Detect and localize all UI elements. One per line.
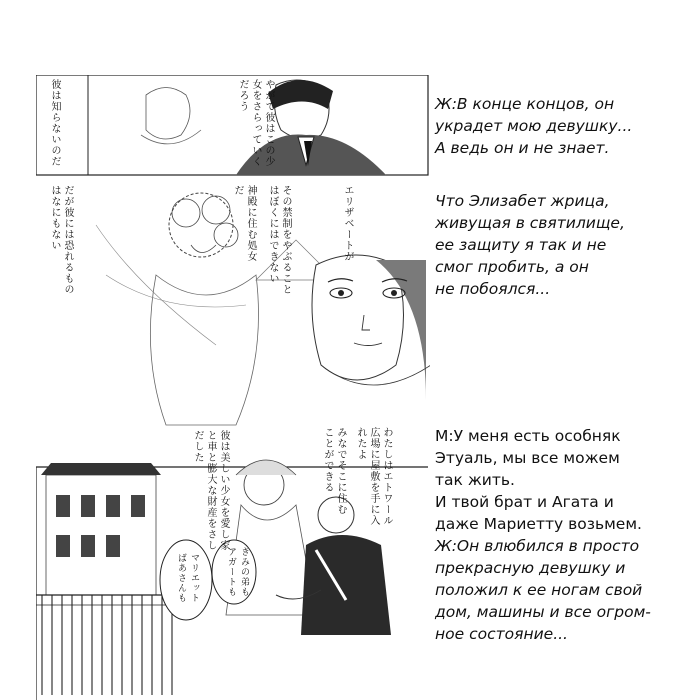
translation-line: Ж:Он влюбился в просто xyxy=(435,537,640,555)
translation-line: так жить. xyxy=(435,471,515,489)
translation-block-3 xyxy=(435,425,697,645)
panel3-text-c: みなでそこに住むことができる xyxy=(322,427,346,515)
translation-line: ное состояние... xyxy=(435,625,568,643)
manga-artwork xyxy=(36,75,430,700)
translation-line: положил к ее ногам свой xyxy=(435,581,643,599)
translation-line: не побоялся... xyxy=(435,280,551,298)
panel2-text-b: 神殿に住む処女だ xyxy=(232,185,256,262)
translation-line: А ведь он и не знает. xyxy=(435,139,610,157)
translation-line: Что Элизабет жрица, xyxy=(435,192,610,210)
translation-line: Ж:В конце концов, он xyxy=(435,95,615,113)
panel2-text-c: その禁制をやぶることはぼくにはできない xyxy=(267,185,291,295)
panel3-text-d: きみの弟もアガートも xyxy=(226,547,249,597)
translation-block-1 xyxy=(435,93,697,159)
panel2-text-d: エリザベートが xyxy=(342,185,353,262)
panel3-text-a: 彼は美しい少女を愛し家と車と膨大な財産をさしだした xyxy=(192,430,229,551)
translation-line: живущая в святилище, xyxy=(435,214,625,232)
translation-line: смог пробить, а он xyxy=(435,258,589,276)
panel3-text-b: わたしはエトワール広場に屋敷を手に入れたよ xyxy=(355,427,392,526)
panel1-text-b: やがて彼はこの少女をさらっていくだろう xyxy=(237,79,274,167)
translation-block-2 xyxy=(435,190,697,300)
translation-line: Этуаль, мы все можем xyxy=(435,449,620,467)
translation-line: даже Мариетту возьмем. xyxy=(435,515,642,533)
translation-line: дом, машины и все огром- xyxy=(435,603,651,621)
translation-line: М:У меня есть особняк xyxy=(435,427,621,445)
translation-line: прекрасную девушку и xyxy=(435,559,626,577)
manga-illustration xyxy=(36,75,430,700)
translation-line: украдет мою девушку... xyxy=(435,117,633,135)
panel3-text-e: マリエットばあさんも xyxy=(176,553,199,603)
translation-line: ее защиту я так и не xyxy=(435,236,607,254)
panel2-text-a: だが彼には恐れるものはなにもない xyxy=(49,185,73,295)
panel1-text-a: 彼は知らないのだ xyxy=(49,79,60,167)
translation-line: И твой брат и Агата и xyxy=(435,493,614,511)
